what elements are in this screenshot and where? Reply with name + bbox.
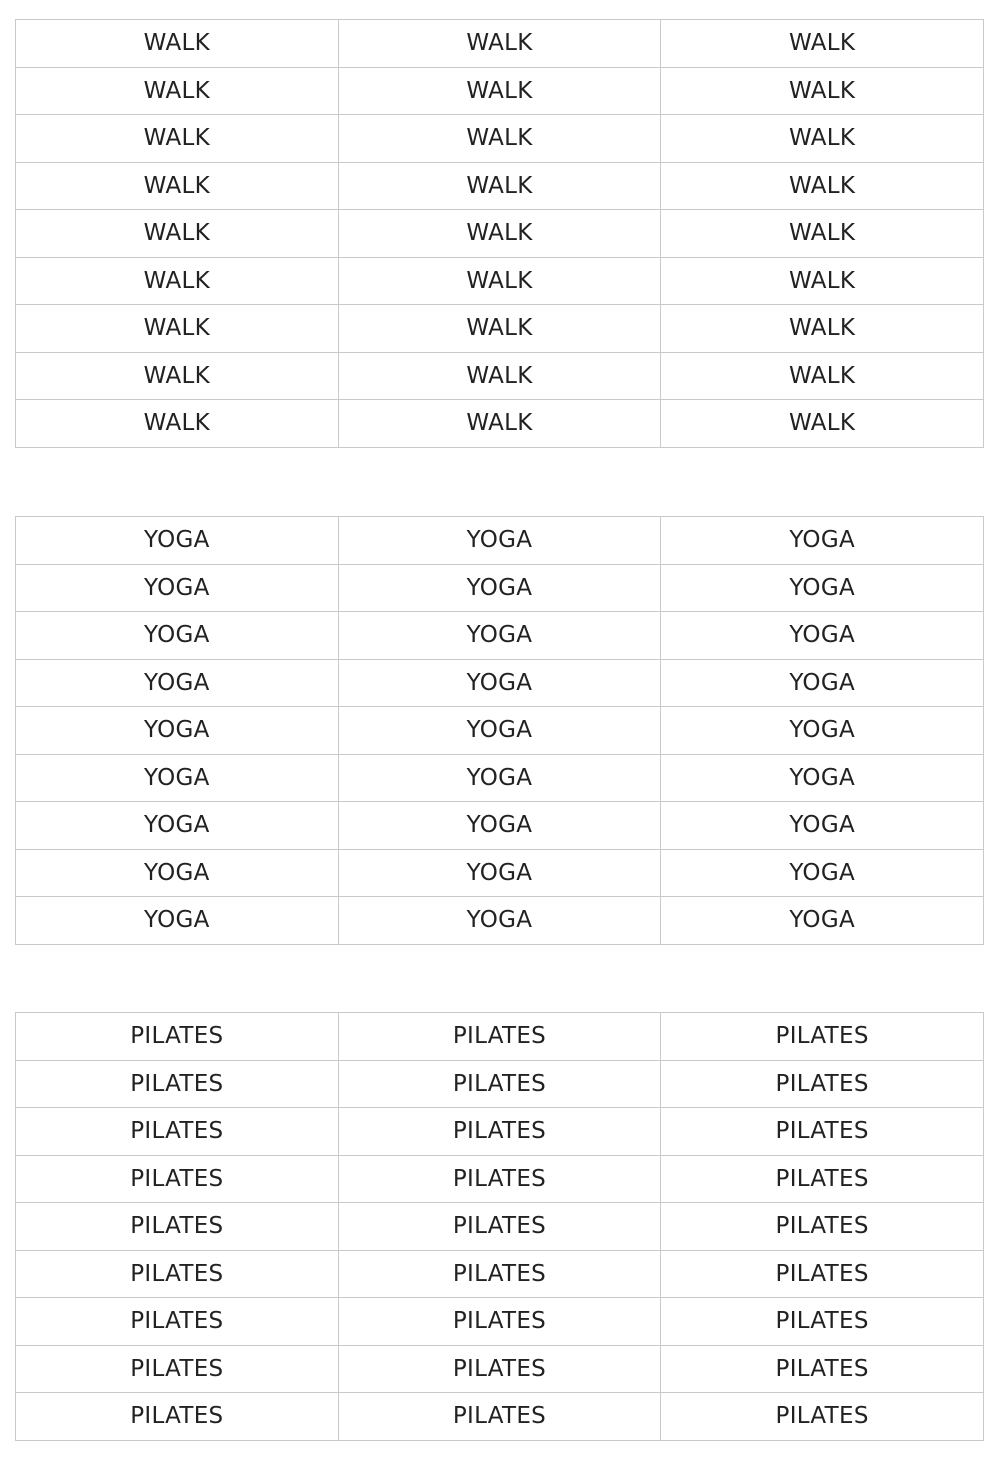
table-row <box>16 210 984 258</box>
pilates-cell: PILATES <box>661 1108 984 1156</box>
pilates-cell: PILATES <box>338 1203 661 1251</box>
table-row <box>16 1345 984 1393</box>
pilates-cell: PILATES <box>16 1345 339 1393</box>
pilates-cell: PILATES <box>338 1108 661 1156</box>
table-row <box>16 659 984 707</box>
yoga-cell: YOGA <box>338 802 661 850</box>
yoga-cell: YOGA <box>661 897 984 945</box>
walk-cell: WALK <box>338 162 661 210</box>
yoga-cell: YOGA <box>16 897 339 945</box>
walk-cell: WALK <box>338 400 661 448</box>
yoga-cell: YOGA <box>661 517 984 565</box>
yoga-cell: YOGA <box>338 564 661 612</box>
pilates-cell: PILATES <box>661 1250 984 1298</box>
walk-cell: WALK <box>16 67 339 115</box>
pilates-cell: PILATES <box>16 1250 339 1298</box>
pilates-cell: PILATES <box>661 1298 984 1346</box>
walk-cell: WALK <box>661 400 984 448</box>
yoga-cell: YOGA <box>661 659 984 707</box>
table-row <box>16 400 984 448</box>
yoga-cell: YOGA <box>661 849 984 897</box>
pilates-cell: PILATES <box>338 1393 661 1441</box>
table-row <box>16 1393 984 1441</box>
yoga-cell: YOGA <box>661 612 984 660</box>
pilates-cell: PILATES <box>16 1060 339 1108</box>
walk-cell: WALK <box>16 162 339 210</box>
table-row <box>16 802 984 850</box>
yoga-cell: YOGA <box>338 849 661 897</box>
pilates-cell: PILATES <box>16 1298 339 1346</box>
yoga-cell: YOGA <box>661 802 984 850</box>
walk-cell: WALK <box>661 20 984 68</box>
pilates-cell: PILATES <box>338 1013 661 1061</box>
yoga-cell: YOGA <box>16 707 339 755</box>
walk-cell: WALK <box>338 115 661 163</box>
yoga-cell: YOGA <box>338 612 661 660</box>
pilates-cell: PILATES <box>16 1203 339 1251</box>
pilates-cell: PILATES <box>338 1298 661 1346</box>
pilates-cell: PILATES <box>661 1203 984 1251</box>
yoga-cell: YOGA <box>16 802 339 850</box>
yoga-cell: YOGA <box>661 707 984 755</box>
pilates-cell: PILATES <box>661 1393 984 1441</box>
pilates-cell: PILATES <box>16 1013 339 1061</box>
pilates-cell: PILATES <box>338 1060 661 1108</box>
table-row <box>16 612 984 660</box>
table-row <box>16 1250 984 1298</box>
pilates-cell: PILATES <box>338 1155 661 1203</box>
table-row <box>16 257 984 305</box>
yoga-cell: YOGA <box>16 564 339 612</box>
pilates-cell: PILATES <box>16 1108 339 1156</box>
table-row <box>16 897 984 945</box>
table-row <box>16 517 984 565</box>
yoga-cell: YOGA <box>338 517 661 565</box>
pilates-cell: PILATES <box>16 1155 339 1203</box>
pilates-cell: PILATES <box>661 1345 984 1393</box>
table-row <box>16 1298 984 1346</box>
walk-cell: WALK <box>16 352 339 400</box>
yoga-cell: YOGA <box>661 754 984 802</box>
walk-cell: WALK <box>16 210 339 258</box>
walk-cell: WALK <box>338 67 661 115</box>
walk-cell: WALK <box>338 20 661 68</box>
yoga-cell: YOGA <box>16 849 339 897</box>
walk-cell: WALK <box>338 352 661 400</box>
table-row <box>16 1013 984 1061</box>
yoga-cell: YOGA <box>16 612 339 660</box>
pilates-cell: PILATES <box>661 1155 984 1203</box>
pilates-cell: PILATES <box>16 1393 339 1441</box>
table-row <box>16 564 984 612</box>
table-row <box>16 20 984 68</box>
yoga-cell: YOGA <box>338 897 661 945</box>
table-row <box>16 1203 984 1251</box>
table-row <box>16 305 984 353</box>
walk-cell: WALK <box>338 257 661 305</box>
table-row <box>16 1108 984 1156</box>
walk-cell: WALK <box>661 257 984 305</box>
walk-cell: WALK <box>16 20 339 68</box>
table-row <box>16 67 984 115</box>
walk-cell: WALK <box>661 67 984 115</box>
walk-cell: WALK <box>661 305 984 353</box>
pilates-cell: PILATES <box>338 1250 661 1298</box>
table-row <box>16 1155 984 1203</box>
pilates-cell: PILATES <box>338 1345 661 1393</box>
yoga-cell: YOGA <box>16 659 339 707</box>
walk-cell: WALK <box>661 352 984 400</box>
walk-cell: WALK <box>16 115 339 163</box>
table-row <box>16 115 984 163</box>
walk-cell: WALK <box>661 115 984 163</box>
table-row <box>16 352 984 400</box>
yoga-cell: YOGA <box>16 754 339 802</box>
table-row <box>16 707 984 755</box>
walk-cell: WALK <box>338 210 661 258</box>
pilates-cell: PILATES <box>661 1060 984 1108</box>
yoga-cell: YOGA <box>338 754 661 802</box>
yoga-cell: YOGA <box>338 659 661 707</box>
pilates-cell: PILATES <box>661 1013 984 1061</box>
pilates-table <box>15 1012 984 1441</box>
table-row <box>16 162 984 210</box>
walk-cell: WALK <box>16 305 339 353</box>
table-row <box>16 754 984 802</box>
walk-cell: WALK <box>16 257 339 305</box>
walk-cell: WALK <box>661 210 984 258</box>
table-row <box>16 1060 984 1108</box>
walk-cell: WALK <box>338 305 661 353</box>
walk-cell: WALK <box>661 162 984 210</box>
yoga-table <box>15 516 984 945</box>
table-row <box>16 849 984 897</box>
walk-table <box>15 19 984 448</box>
walk-cell: WALK <box>16 400 339 448</box>
yoga-cell: YOGA <box>661 564 984 612</box>
yoga-cell: YOGA <box>338 707 661 755</box>
yoga-cell: YOGA <box>16 517 339 565</box>
